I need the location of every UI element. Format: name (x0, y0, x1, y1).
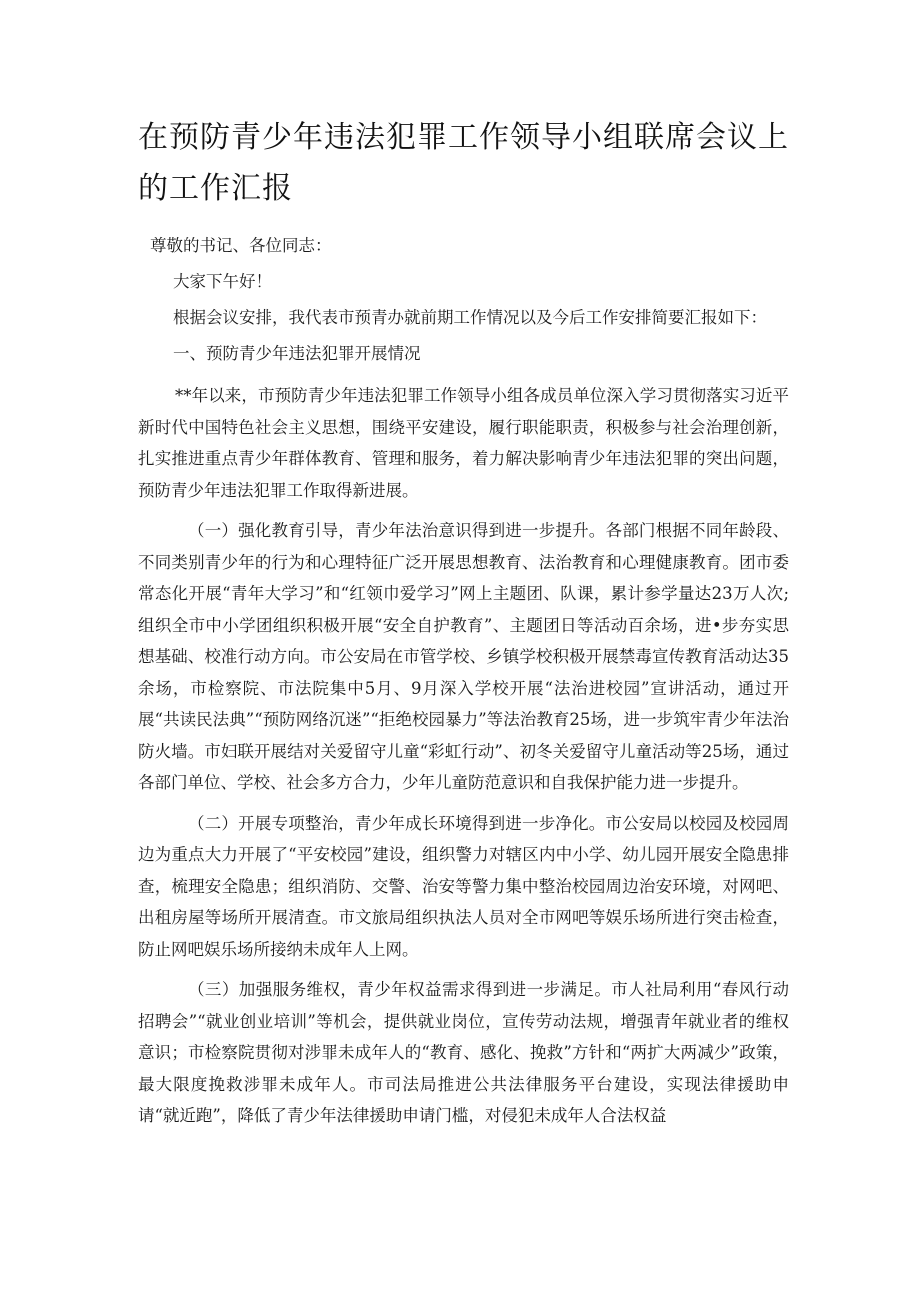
body-paragraph: （一）强化教育引导，青少年法治意识得到进一步提升。各部门根据不同年龄段、不同类别青少年的行为和心理特征广泛开展思想教育、法治教育和心理健康教育。团市委常态化开展“青年大学习”和“红领巾爱学习”网上主题团、队课，累计参学量达23万人次;组织全市中小学团组织积极开展“安全自护教育”、主题团日等活动百余场，进•步夯实思想基础、校准行动方向。市公安局在市管学校、乡镇学校积极开展禁毒宣传教育活动达35余场，市检察院、市法院集中5月、9月深入学校开展“法治进校园”宣讲活动，通过开展“共读民法典”“预防网络沉迷”“拒绝校园暴力”等法治教育25场，进一步筑牢青少年法治防火墙。市妇联开展结对关爱留守儿童“彩虹行动”、初冬关爱留守儿童活动等25场，通过各部门单位、学校、社会多方合力，少年儿童防范意识和自我保护能力进一步提升。 (138, 521, 789, 792)
document-body (138, 228, 789, 1132)
body-paragraph: （三）加强服务维权，青少年权益需求得到进一步满足。市人社局利用“春风行动招聘会”“就业创业培训”等机会，提供就业岗位，宣传劳动法规，增强青年就业者的维权意识；市检察院贯彻对涉罪未成年人的“教育、感化、挽救”方针和“两扩大两减少”政策，最大限度挽救涉罪未成年人。市司法局推进公共法律服务平台建设，实现法律援助申请“就近跑”，降低了青少年法律援助申请门槛，对侵犯未成年人合法权益 (138, 980, 789, 1125)
body-paragraph: （二）开展专项整治，青少年成长环境得到进一步净化。市公安局以校园及校园周边为重点大力开展了“平安校园”建设，组织警力对辖区内中小学、幼儿园开展安全隐患排查，梳理安全隐患；组织消防、交警、治安等警力集中整治校园周边治安环境，对网吧、出租房屋等场所开展清查。市文旅局组织执法人员对全市网吧等娱乐场所进行突击检查，防止网吧娱乐场所接纳未成年人上网。 (138, 813, 789, 959)
intro-paragraph: 根据会议安排，我代表市预青办就前期工作情况以及今后工作安排简要汇报如下： (173, 308, 767, 327)
document-title: 在预防青少年违法犯罪工作领导小组联席会议上的工作汇报 (138, 120, 789, 206)
salutation: 尊敬的书记、各位同志： (150, 236, 332, 255)
body-paragraph: **年以来，市预防青少年违法犯罪工作领导小组各成员单位深入学习贯彻落实习近平新时代中国特色社会主义思想，围绕平安建设，履行职能职责，积极参与社会治理创新，扎实推进重点青少年群体教育、管理和服务，着力解决影响青少年违法犯罪的突出问题，预防青少年违法犯罪工作取得新进展。 (138, 386, 789, 500)
greeting: 大家下午好！ (173, 272, 272, 291)
section-heading: 一、预防青少年违法犯罪开展情况 (173, 344, 421, 363)
